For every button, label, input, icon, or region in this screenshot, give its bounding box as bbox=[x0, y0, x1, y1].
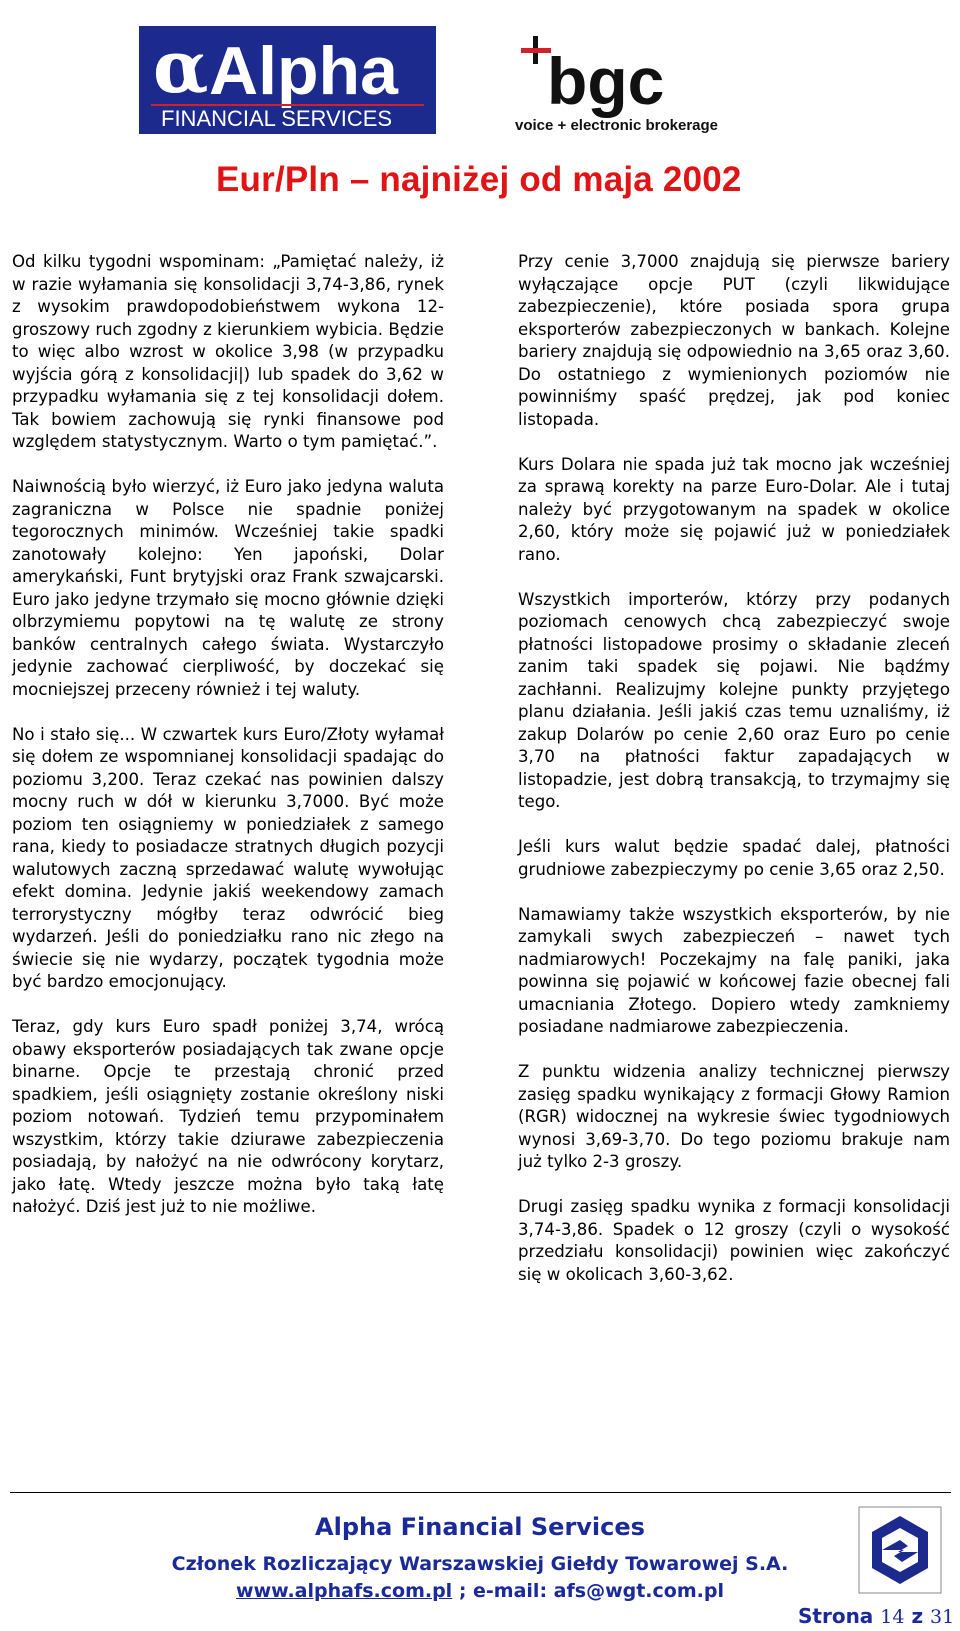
wgt-emblem-icon bbox=[858, 1506, 942, 1594]
paragraph: Jeśli kurs walut będzie spadać dalej, płatności grudniowe zabezpieczymy po cenie 3,65 oraz 2,50. bbox=[518, 837, 950, 879]
alpha-financial-services-logo bbox=[139, 26, 436, 134]
bgc-logo-word: bgc bbox=[547, 44, 665, 118]
email-separator: ; e-mail: bbox=[452, 1580, 554, 1602]
right-column bbox=[518, 251, 950, 1309]
page-of: z bbox=[911, 1604, 924, 1628]
footer-company: Alpha Financial Services bbox=[315, 1513, 645, 1541]
footer-member-line: Członek Rozliczający Warszawskiej Giełdy Towarowej S.A. bbox=[171, 1553, 789, 1575]
alpha-logo-word: Alpha bbox=[209, 33, 398, 109]
page-number bbox=[798, 1604, 954, 1628]
website-link[interactable]: www.alphafs.com.pl bbox=[236, 1580, 453, 1602]
paragraph: Wszystkich importerów, którzy przy podanych poziomach cenowych chcą zabezpieczyć swoje płatności listopadowe prosimy o składanie zleceń zanim taki spadek się pojawi. Nie bądźmy zachłanni. Realizujmy kolejne punkty przyjętego planu działania. Jeśli jakiś czas temu uznaliśmy, iż zakup Dolarów po cenie 2,60 oraz Euro po cenie 3,70 na płatności faktur zapadających w listopadzie, jest dobrą transakcją, to trzymajmy się tego. bbox=[518, 589, 950, 811]
paragraph: Drugi zasięg spadku wynika z formacji konsolidacji 3,74-3,86. Spadek o 12 groszy (czyli o wysokość przedziału konsolidacji) powinien więc zakończyć się w okolicach 3,60-3,62. bbox=[518, 1197, 950, 1284]
page-total: 31 bbox=[930, 1606, 955, 1628]
paragraph: Namawiamy także wszystkich eksporterów, by nie zamykali swych zabezpieczeń – nawet tych nadmiarowych! Poczekajmy na falę paniki, jaka powinna się pojawić w końcowej fazie obecnej fali umacniania Złotego. Dopiero wtedy zamkniemy posiadane nadmiarowe zabezpieczenia. bbox=[518, 904, 950, 1036]
paragraph: Od kilku tygodni wspominam: „Pamiętać należy, iż w razie wyłamania się konsolidacji 3,74-3,86, rynek z wysokim prawdopodobieństwem wykona 12-groszowy ruch zgodny z kierunkiem wybicia. Będzie to więc albo wzrost w okolice 3,98 (w przypadku wyjścia górą z konsolidacji|) lub spadek do 3,62 w przypadku wyłamania się z tej konsolidacji dołem. Tak bowiem zachowują się rynki finansowe pod względem statystycznym. Warto o tym pamiętać.”. bbox=[12, 252, 444, 451]
bgc-tagline: voice + electronic brokerage bbox=[515, 117, 719, 134]
page-label: Strona bbox=[798, 1604, 874, 1628]
svg-text:α: α bbox=[153, 26, 209, 109]
page-current: 14 bbox=[880, 1606, 905, 1628]
paragraph: Kurs Dolara nie spada już tak mocno jak wcześniej za sprawą korekty na parze Euro-Dolar. Ale i tutaj należy być przygotowanym na spadek w okolice 2,60, który może się pojawić już w poniedziałek rano. bbox=[518, 454, 950, 564]
paragraph: Z punktu widzenia analizy technicznej pierwszy zasięg spadku wynikający z formacji Głowy Ramion (RGR) widocznej na wykresie świec tygodniowych wynosi 3,69-3,70. Do tego poziomu brakuje nam już tylko 2-3 groszy. bbox=[518, 1062, 950, 1171]
page-title: Eur/Pln – najniżej od maja 2002 bbox=[216, 160, 742, 199]
email-address[interactable]: afs@wgt.com.pl bbox=[553, 1580, 724, 1602]
paragraph: No i stało się... W czwartek kurs Euro/Złoty wyłamał się dołem ze wspomnianej konsolidacji spadając do poziomu 3,200. Teraz czekać nas powinien dalszy mocny ruch w dół w kierunku 3,7000. Być może poziom ten osiągniemy w poniedziałek z samego rana, kiedy to posiadacze stratnych długich pozycji walutowych zaczną sprzedawać walutę wywołując efekt domina. Jedynie jakiś weekendowy zamach terrorystyczny mógłby teraz odwrócić bieg wydarzeń. Jeśli do poniedziałku rano nic złego na świecie się nie wydarzy, początek tygodnia może być bardzo emocjonujący. bbox=[12, 724, 444, 991]
left-column bbox=[12, 251, 444, 1241]
bgc-logo bbox=[513, 26, 737, 138]
alpha-logo-subtext: FINANCIAL SERVICES bbox=[161, 106, 393, 131]
footer-contact bbox=[0, 1580, 960, 1602]
paragraph: Naiwnością było wierzyć, iż Euro jako jedyna waluta zagraniczna w Polsce nie spadnie poniżej tegorocznych minimów. Wcześniej takie spadki zanotowały kolejno: Yen japoński, Dolar amerykański, Funt brytyjski oraz Frank szwajcarski. Euro jako jedyne trzymało się mocno głównie dzięki olbrzymiemu popytowi na tę walutę ze strony banków centralnych całego świata. Wystarczyło jedynie zachować cierpliwość, by doczekać się mocniejszej przeceny również i tej waluty. bbox=[12, 477, 444, 699]
paragraph: Przy cenie 3,7000 znajdują się pierwsze bariery wyłączające opcje PUT (czyli likwidujące zabezpieczenie), które posiada spora grupa eksporterów zabezpieczonych w bankach. Kolejne bariery znajdują się odpowiednio na 3,65 oraz 3,60. Do ostatniego z wymienionych poziomów nie powinniśmy spaść prędzej, jak pod koniec listopada. bbox=[518, 252, 950, 429]
footer-divider bbox=[10, 1492, 951, 1493]
paragraph: Teraz, gdy kurs Euro spadł poniżej 3,74, wrócą obawy eksporterów posiadających tak zwane opcje binarne. Opcje te przestają chronić przed spadkiem, jeśli osiągnięty zostanie określony niski poziom notowań. Tydzień temu przypominałem wszystkim, którzy takie dziurawe zabezpieczenia posiadają, by nałożyć na nie odwrócony korytarz, jako łatę. Wtedy jeszcze można było taką łatę nałożyć. Dziś jest już to nie możliwe. bbox=[12, 1017, 444, 1216]
